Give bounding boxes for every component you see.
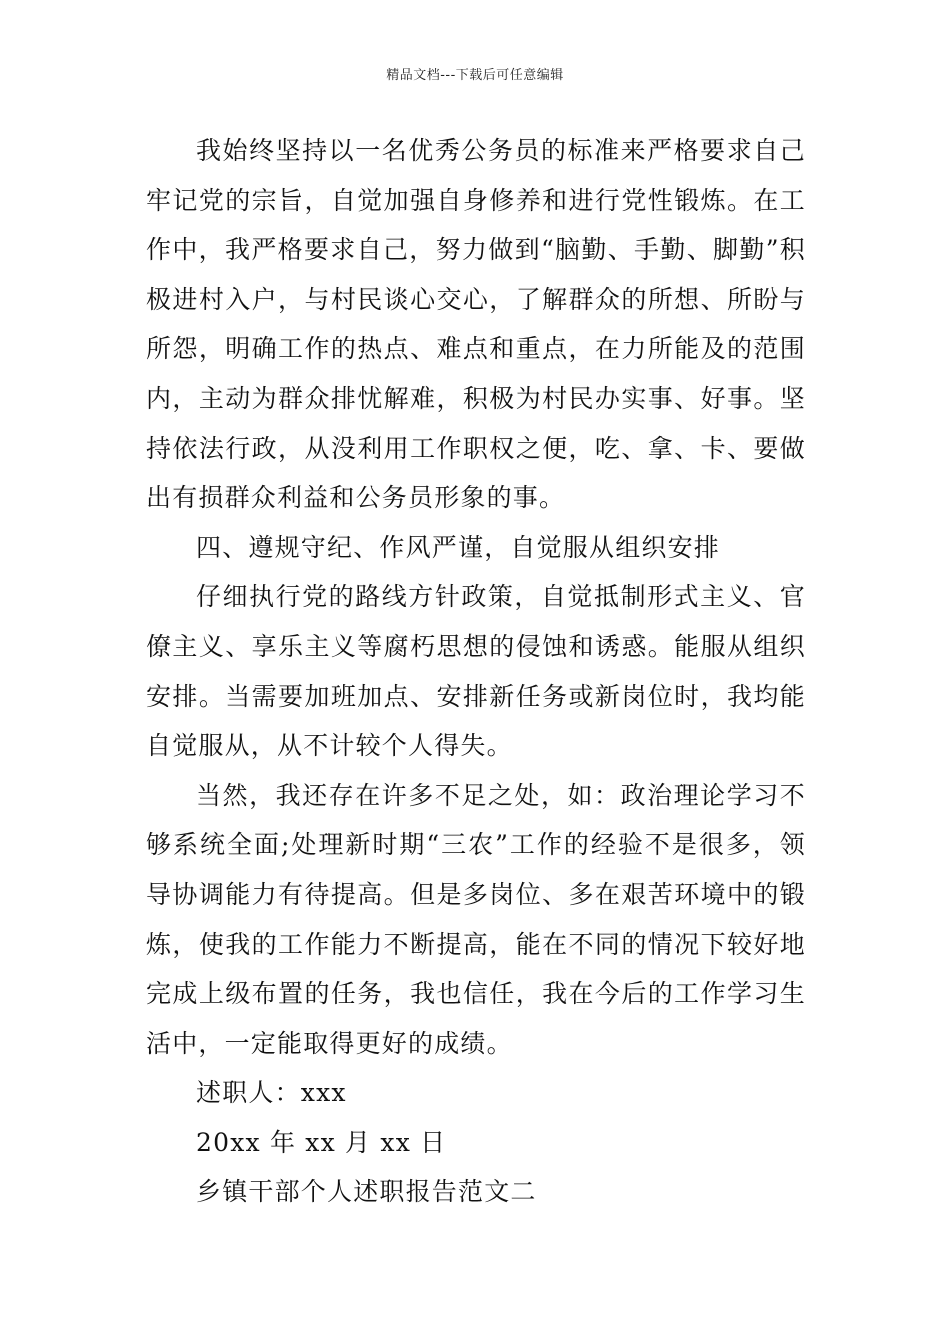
document-body bbox=[146, 126, 806, 1217]
next-section-title: 乡镇干部个人述职报告范文二 bbox=[196, 1177, 537, 1207]
signature-reporter: 述职人：xxx bbox=[196, 1078, 347, 1108]
paragraph-discipline: 仔细执行党的路线方针政策，自觉抵制形式主义、官僚主义、享乐主义等腐朽思想的侵蚀和诱惑。能服从组织安排。当需要加班加点、安排新任务或新岗位时，我均能自觉服从，从不计较个人得失。 bbox=[146, 582, 806, 761]
section-heading-discipline: 四、遵规守纪、作风严谨，自觉服从组织安排 bbox=[196, 532, 721, 562]
page-header: 精品文档---下载后可任意编辑 bbox=[386, 68, 564, 83]
paragraph-shortcomings: 当然，我还存在许多不足之处，如：政治理论学习不够系统全面;处理新时期“三农”工作的经验不是很多，领导协调能力有待提高。但是多岗位、多在艰苦环境中的锻炼，使我的工作能力不断提高，能在不同的情况下较好地完成上级布置的任务，我也信任，我在今后的工作学习生活中，一定能取得更好的成绩。 bbox=[146, 780, 806, 1058]
signature-date: 20xx 年 xx 月 xx 日 bbox=[196, 1127, 447, 1157]
paragraph-conduct: 我始终坚持以一名优秀公务员的标准来严格要求自己牢记党的宗旨，自觉加强自身修养和进行党性锻炼。在工作中，我严格要求自己，努力做到“脑勤、手勤、脚勤”积极进村入户，与村民谈心交心，了解群众的所想、所盼与所怨，明确工作的热点、难点和重点，在力所能及的范围内，主动为群众排忧解难，积极为村民办实事、好事。坚持依法行政，从没利用工作职权之便，吃、拿、卡、要做出有损群众利益和公务员形象的事。 bbox=[146, 136, 806, 513]
